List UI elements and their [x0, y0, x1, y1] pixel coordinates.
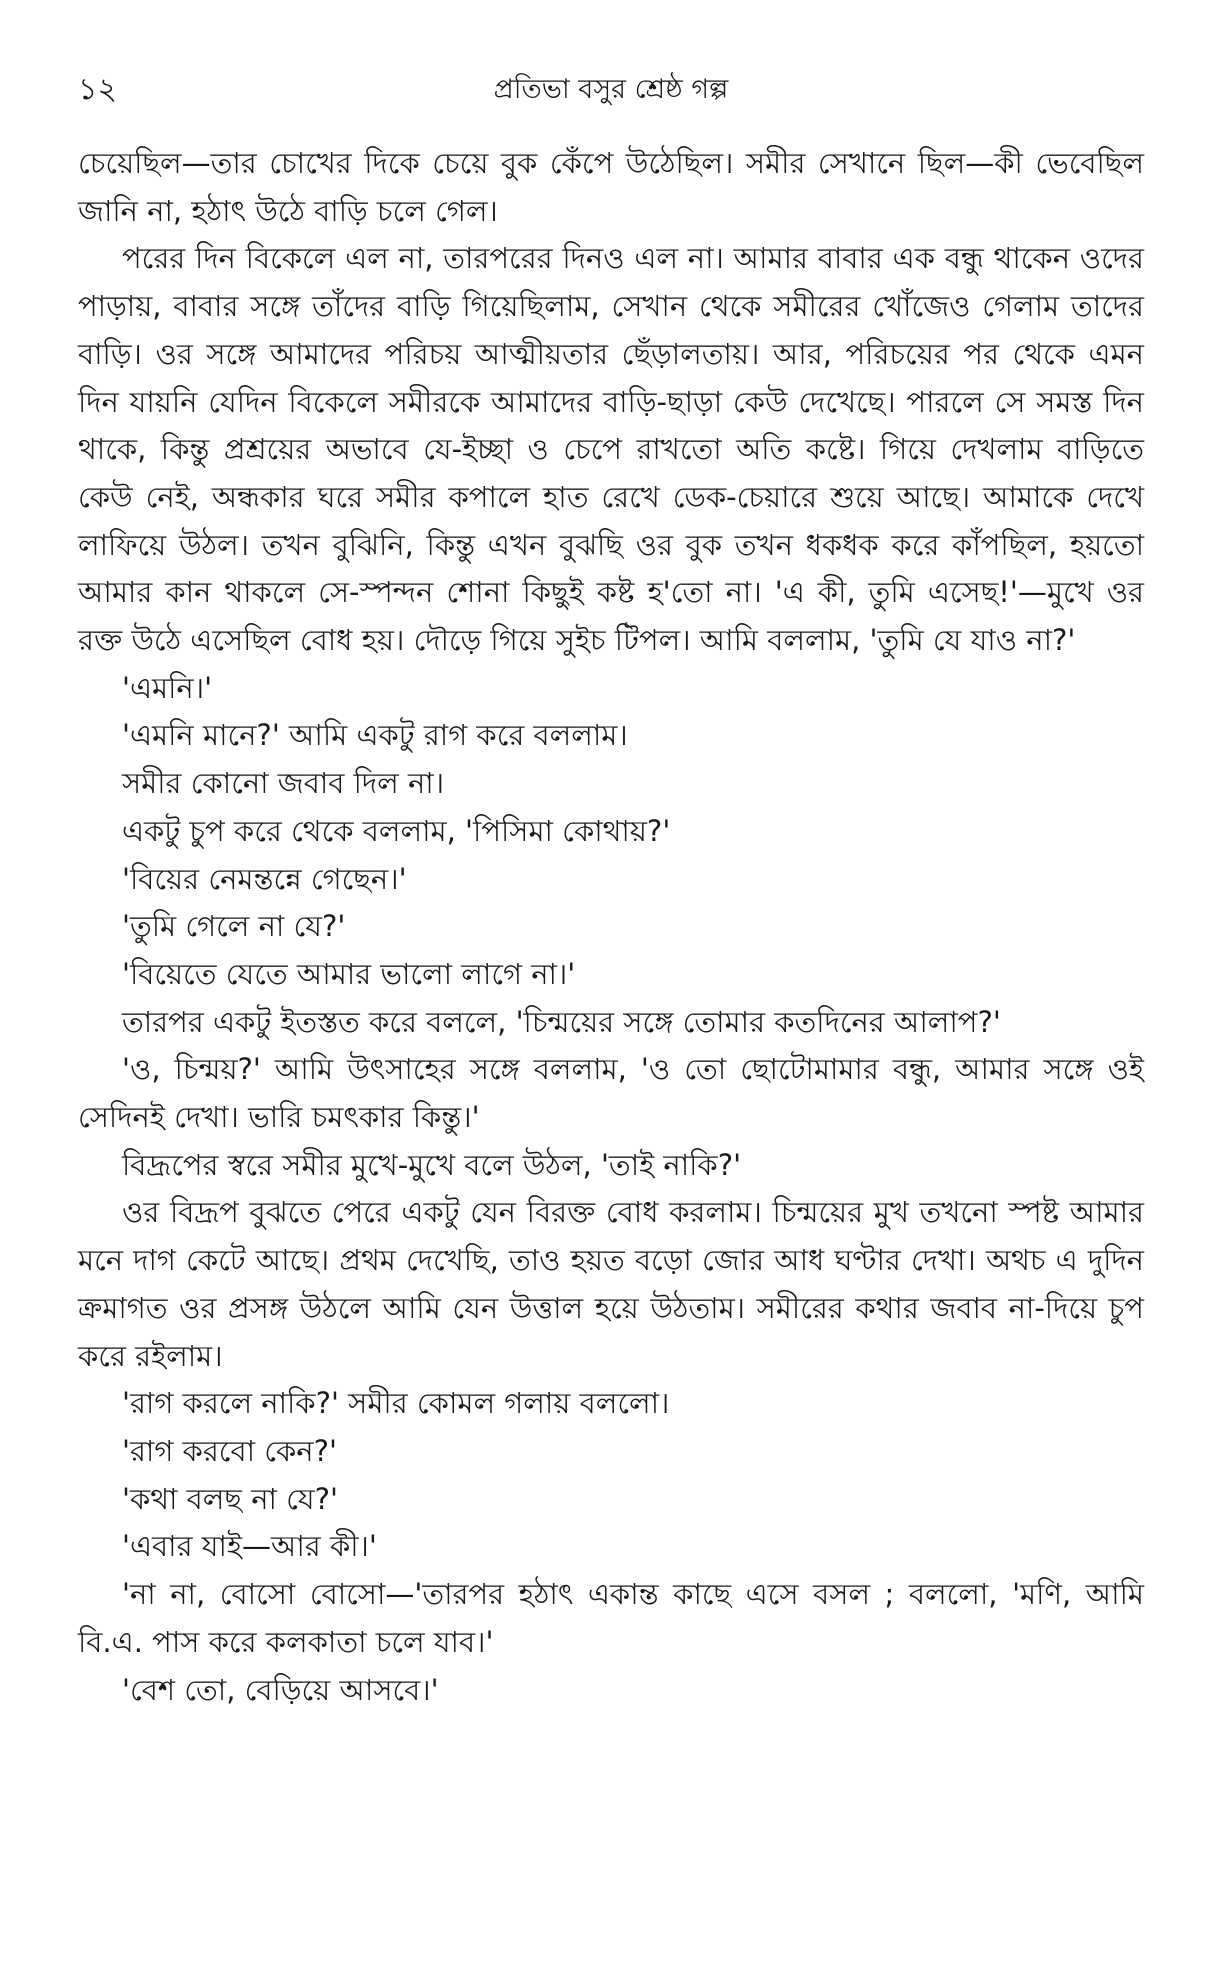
paragraph: 'এবার যাই—আর কী।' [122, 1529, 377, 1564]
paragraph: 'বিয়ের নেমন্তন্নে গেছেন।' [122, 861, 407, 896]
running-title: প্রতিভা বসুর শ্রেষ্ঠ গল্প [493, 74, 729, 105]
paragraph: 'কথা বলছ না যে?' [122, 1481, 338, 1516]
paragraph: 'ও, চিন্ময়?' আমি উৎসাহের সঙ্গে বললাম, 'ও তো ছোটোমামার বন্ধু, আমার সঙ্গে ওই সেদিনই দেখা। ভারি চমৎকার কিন্তু।' [78, 1052, 1144, 1135]
paragraph: 'বেশ তো, বেড়িয়ে আসবে।' [122, 1672, 439, 1707]
page-number: ১২ [78, 72, 117, 107]
body-text [78, 140, 1144, 1714]
paragraph: 'না না, বোসো বোসো—'তারপর হঠাৎ একান্ত কাছে এসে বসল ; বললো, 'মণি, আমি বি.এ. পাস করে কলকাতা চলে যাব।' [78, 1577, 1144, 1659]
paragraph: চেয়েছিল—তার চোখের দিকে চেয়ে বুক কেঁপে উঠেছিল। সমীর সেখানে ছিল—কী ভেবেছিল জানি না, হঠাৎ উঠে বাড়ি চলে গেল। [78, 146, 1144, 228]
paragraph: সমীর কোনো জবাব দিল না। [122, 766, 445, 801]
paragraph: পরের দিন বিকেলে এল না, তারপরের দিনও এল না। আমার বাবার এক বন্ধু থাকেন ওদের পাড়ায়, বাবার সঙ্গে তাঁদের বাড়ি গিয়েছিলাম, সেখান থেকে সমীরের খোঁজেও গেলাম তাদের বাড়ি। ওর সঙ্গে আমাদের পরিচয় আত্মীয়তার ছেঁড়ালতায়। আর, পরিচয়ের পর থেকে এমন দিন যায়নি যেদিন বিকেলে সমীরকে আমাদের বাড়ি-ছাড়া কেউ দেখেছে। পারলে সে সমস্ত দিন থাকে, কিন্তু প্রশ্রয়ের অভাবে যে-ইচ্ছা ও চেপে রাখতো অতি কষ্টে। গিয়ে দেখলাম বাড়িতে কেউ নেই, অন্ধকার ঘরে সমীর কপালে হাত রেখে ডেক-চেয়ারে শুয়ে আছে। আমাকে দেখে লাফিয়ে উঠল। তখন বুঝিনি, কিন্তু এখন বুঝছি ওর বুক তখন ধকধক করে কাঁপছিল, হয়তো আমার কান থাকলে সে-স্পন্দন শোনা কিছুই কষ্ট হ'তো না। 'এ কী, তুমি এসেছ!'—মুখে ওর রক্ত উঠে এসেছিল বোধ হয়। দৌড়ে গিয়ে সুইচ টিপল। আমি বললাম, 'তুমি যে যাও না?' [78, 241, 1144, 658]
page-header [78, 58, 1144, 118]
paragraph: 'বিয়েতে যেতে আমার ভালো লাগে না।' [122, 956, 576, 991]
paragraph: বিদ্রূপের স্বরে সমীর মুখে-মুখে বলে উঠল, 'তাই নাকি?' [122, 1147, 742, 1182]
paragraph: একটু চুপ করে থেকে বললাম, 'পিসিমা কোথায়?' [122, 813, 671, 848]
paragraph: 'তুমি গেলে না যে?' [122, 909, 346, 944]
paragraph: 'রাগ করলে নাকি?' সমীর কোমল গলায় বললো। [122, 1386, 670, 1421]
paragraph: 'রাগ করবো কেন?' [122, 1433, 337, 1468]
paragraph: ওর বিদ্রূপ বুঝতে পেরে একটু যেন বিরক্ত বোধ করলাম। চিন্ময়ের মুখ তখনো স্পষ্ট আমার মনে দাগ কেটে আছে। প্রথম দেখেছি, তাও হয়ত বড়ো জোর আধ ঘণ্টার দেখা। অথচ এ দুদিন ক্রমাগত ওর প্রসঙ্গ উঠলে আমি যেন উত্তাল হয়ে উঠতাম। সমীরের কথার জবাব না-দিয়ে চুপ করে রইলাম। [78, 1195, 1144, 1373]
paragraph: 'এমনি।' [122, 670, 213, 705]
paragraph: 'এমনি মানে?' আমি একটু রাগ করে বললাম। [122, 718, 628, 753]
paragraph: তারপর একটু ইতস্তত করে বললে, 'চিন্ময়ের সঙ্গে তোমার কতদিনের আলাপ?' [122, 1004, 1001, 1039]
